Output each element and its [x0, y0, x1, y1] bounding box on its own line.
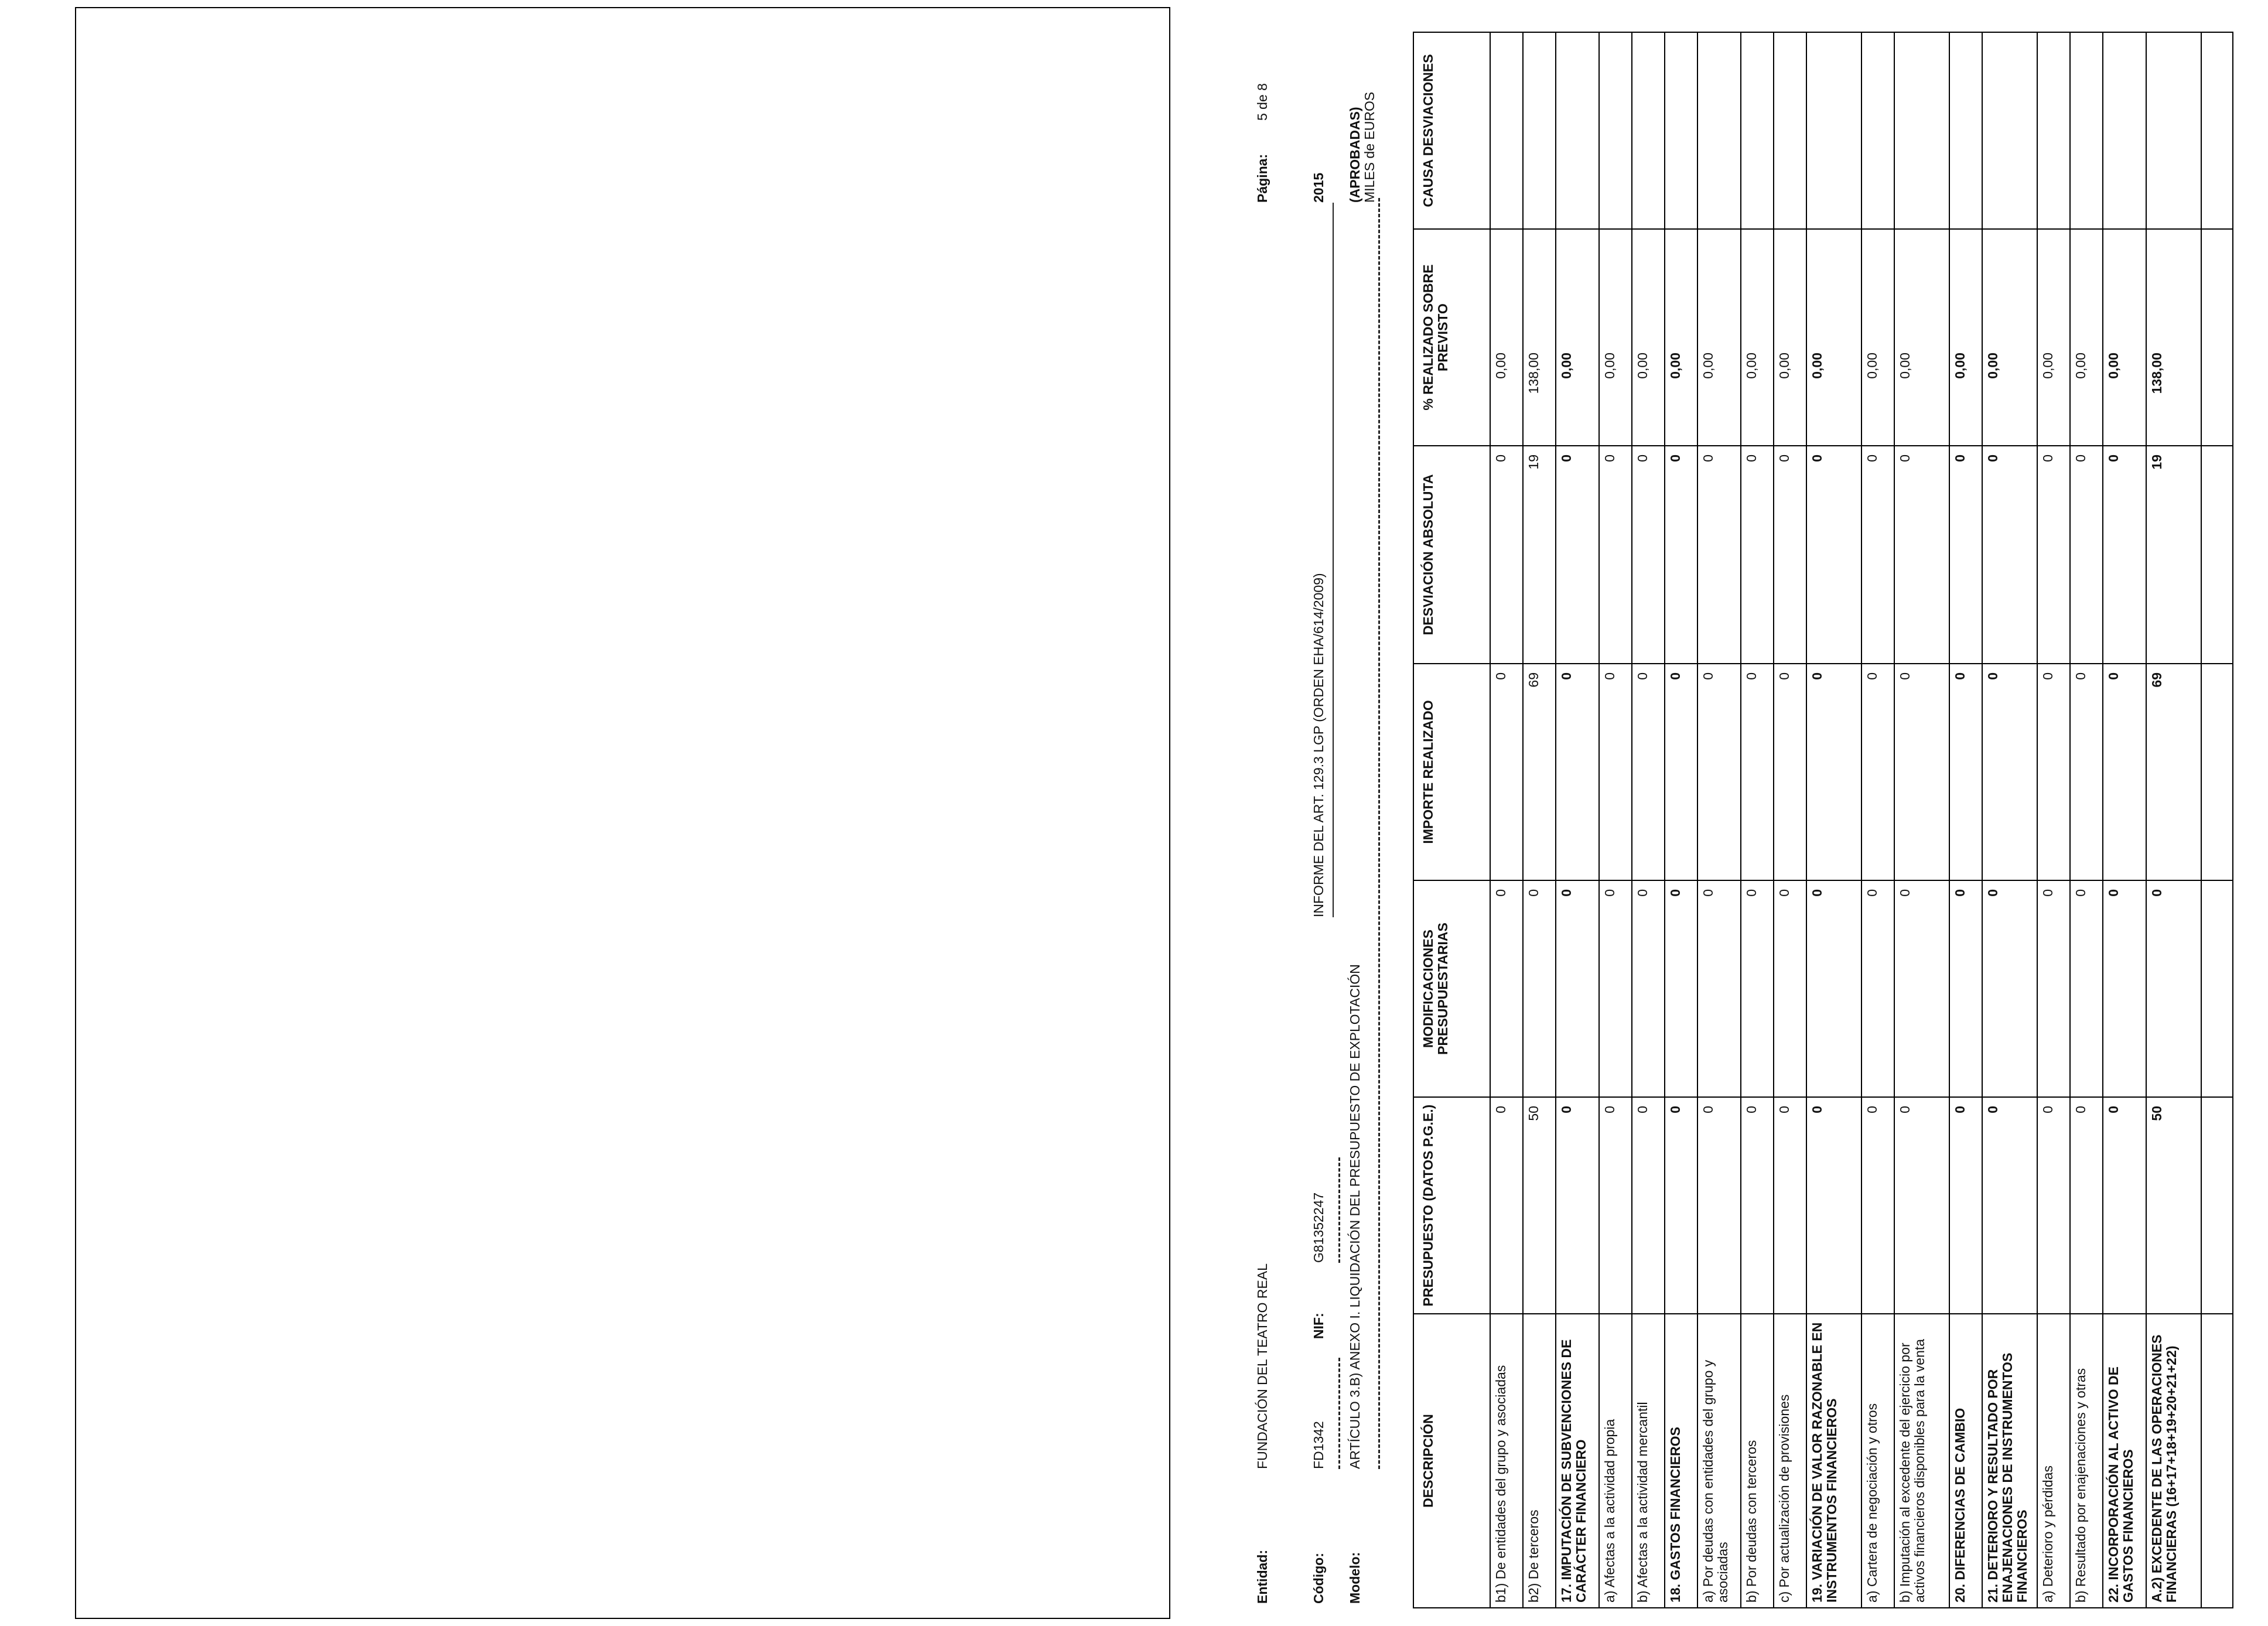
table-row [1861, 32, 1894, 1608]
cell-pct: 0,00 [2070, 229, 2103, 446]
table-row [1632, 32, 1665, 1608]
cell-presupuesto: 50 [1523, 1097, 1556, 1314]
column-header: DESVIACIÓN ABSOLUTA [1413, 446, 1490, 664]
cell-causa [2146, 32, 2201, 229]
cell-causa [1556, 32, 1599, 229]
cell-desviacion: 0 [1632, 446, 1665, 664]
nif-value: G81352247 [1311, 1192, 1326, 1263]
cell-desc: a) Afectas a la actividad propia [1599, 1314, 1632, 1608]
cell-desc: 17. IMPUTACIÓN DE SUBVENCIONES DE CARÁCTER FINANCIERO [1556, 1314, 1599, 1608]
cell-causa [1490, 32, 1523, 229]
entidad-value: FUNDACIÓN DEL TEATRO REAL [1255, 1263, 1270, 1469]
table-row [1556, 32, 1599, 1608]
table-row [1982, 32, 2037, 1608]
cell-modificaciones: 0 [1632, 880, 1665, 1097]
year-value: 2015 [1311, 172, 1326, 203]
cell-pct: 0,00 [1741, 229, 1774, 446]
modelo-underline [1378, 198, 1380, 1469]
cell-pct: 138,00 [1523, 229, 1556, 446]
column-header: MODIFICACIONES PRESUPUESTARIAS [1413, 880, 1490, 1097]
cell-importe: 0 [1806, 664, 1861, 880]
cell-pct: 0,00 [1982, 229, 2037, 446]
cell-importe: 0 [1741, 664, 1774, 880]
cell-causa [2201, 32, 2233, 229]
cell-pct: 0,00 [2103, 229, 2146, 446]
cell-modificaciones: 0 [1861, 880, 1894, 1097]
cell-desviacion: 0 [1556, 446, 1599, 664]
rotated-page [1171, 6, 2268, 1620]
cell-modificaciones: 0 [1599, 880, 1632, 1097]
cell-modificaciones: 0 [2146, 880, 2201, 1097]
cell-causa [2103, 32, 2146, 229]
table-row [1741, 32, 1774, 1608]
cell-importe: 0 [1632, 664, 1665, 880]
cell-desviacion: 0 [1599, 446, 1632, 664]
cell-importe: 0 [1556, 664, 1599, 880]
page-frame [75, 7, 1170, 1619]
cell-importe: 0 [1697, 664, 1741, 880]
cell-desc: b) Afectas a la actividad mercantil [1632, 1314, 1665, 1608]
cell-causa [1806, 32, 1861, 229]
cell-importe: 0 [1861, 664, 1894, 880]
cell-modificaciones: 0 [1982, 880, 2037, 1097]
table-row [1665, 32, 1697, 1608]
cell-desviacion: 0 [1774, 446, 1806, 664]
cell-desviacion: 19 [2146, 446, 2201, 664]
cell-desc: c) Por actualización de provisiones [1774, 1314, 1806, 1608]
table-row [1894, 32, 1949, 1608]
codigo-value: FD1342 [1311, 1421, 1326, 1469]
cell-causa [2070, 32, 2103, 229]
table-row [1523, 32, 1556, 1608]
cell-modificaciones: 0 [1556, 880, 1599, 1097]
cell-presupuesto: 0 [1632, 1097, 1665, 1314]
cell-desviacion: 0 [1741, 446, 1774, 664]
status-text: (APROBADAS) [1347, 107, 1362, 203]
cell-desc: 21. DETERIORO Y RESULTADO POR ENAJENACIONES DE INSTRUMENTOS FINANCIEROS [1982, 1314, 2037, 1608]
cell-presupuesto: 0 [1774, 1097, 1806, 1314]
cell-causa [2037, 32, 2070, 229]
cell-pct: 0,00 [1665, 229, 1697, 446]
modelo-label: Modelo: [1347, 1552, 1362, 1604]
cell-desc: 18. GASTOS FINANCIEROS [1665, 1314, 1697, 1608]
table-row [1599, 32, 1632, 1608]
cell-desc: a) Cartera de negociación y otros [1861, 1314, 1894, 1608]
cell-desc [2201, 1314, 2233, 1608]
cell-importe: 0 [1894, 664, 1949, 880]
cell-causa [1894, 32, 1949, 229]
cell-causa [1861, 32, 1894, 229]
cell-modificaciones [2201, 880, 2233, 1097]
cell-pct [2201, 229, 2233, 446]
cell-desc: b) Resultado por enajenaciones y otras [2070, 1314, 2103, 1608]
cell-desviacion: 0 [1982, 446, 2037, 664]
cell-pct: 0,00 [2037, 229, 2070, 446]
cell-causa [1665, 32, 1697, 229]
cell-importe: 69 [2146, 664, 2201, 880]
cell-importe: 0 [2103, 664, 2146, 880]
cell-importe: 0 [1949, 664, 1982, 880]
cell-presupuesto: 0 [1599, 1097, 1632, 1314]
cell-causa [1982, 32, 2037, 229]
cell-importe: 0 [1490, 664, 1523, 880]
table-row [2070, 32, 2103, 1608]
cell-pct: 0,00 [1556, 229, 1599, 446]
pagina-value: 5 de 8 [1255, 83, 1270, 121]
informe-underline [1333, 203, 1334, 917]
entidad-label: Entidad: [1255, 1550, 1270, 1604]
cell-pct: 0,00 [1806, 229, 1861, 446]
table-row [2103, 32, 2146, 1608]
cell-causa [1632, 32, 1665, 229]
cell-desc: 20. DIFERENCIAS DE CAMBIO [1949, 1314, 1982, 1608]
cell-presupuesto: 0 [1949, 1097, 1982, 1314]
cell-pct: 0,00 [1632, 229, 1665, 446]
report-header [1171, 6, 1413, 1620]
cell-importe: 0 [2070, 664, 2103, 880]
cell-desviacion: 0 [2103, 446, 2146, 664]
cell-desc: 22. INCORPORACIÓN AL ACTIVO DE GASTOS FINANCIEROS [2103, 1314, 2146, 1608]
cell-pct: 0,00 [1949, 229, 1982, 446]
cell-importe: 69 [1523, 664, 1556, 880]
cell-desc: b) Imputación al excedente del ejercicio por activos financieros disponibles para la venta [1894, 1314, 1949, 1608]
cell-desviacion: 0 [2037, 446, 2070, 664]
column-header: PRESUPUESTO (DATOS P.G.E.) [1413, 1097, 1490, 1314]
units-text: MILES de EUROS [1362, 91, 1377, 203]
cell-causa [1774, 32, 1806, 229]
cell-modificaciones: 0 [1894, 880, 1949, 1097]
cell-presupuesto: 0 [2037, 1097, 2070, 1314]
table-row [1806, 32, 1861, 1608]
cell-desviacion: 0 [1490, 446, 1523, 664]
cell-importe: 0 [2037, 664, 2070, 880]
table-spacer-row [2201, 32, 2233, 1608]
cell-importe: 0 [1982, 664, 2037, 880]
cell-desviacion: 0 [1894, 446, 1949, 664]
cell-modificaciones: 0 [2070, 880, 2103, 1097]
nif-label: NIF: [1311, 1313, 1326, 1339]
cell-desviacion: 0 [1949, 446, 1982, 664]
pagina-label: Página: [1255, 153, 1270, 203]
cell-pct: 0,00 [1599, 229, 1632, 446]
table-body [1490, 32, 2233, 1608]
cell-modificaciones: 0 [1665, 880, 1697, 1097]
column-header: IMPORTE REALIZADO [1413, 664, 1490, 880]
cell-causa [1697, 32, 1741, 229]
cell-causa [1741, 32, 1774, 229]
column-header: % REALIZADO SOBRE PREVISTO [1413, 229, 1490, 446]
cell-desviacion: 19 [1523, 446, 1556, 664]
cell-pct: 0,00 [1894, 229, 1949, 446]
cell-presupuesto: 0 [1982, 1097, 2037, 1314]
table-row [2037, 32, 2070, 1608]
cell-pct: 0,00 [1774, 229, 1806, 446]
cell-modificaciones: 0 [2037, 880, 2070, 1097]
cell-presupuesto: 0 [1697, 1097, 1741, 1314]
budget-table [1413, 32, 2233, 1608]
cell-desc: b2) De terceros [1523, 1314, 1556, 1608]
cell-desviacion: 0 [2070, 446, 2103, 664]
cell-presupuesto: 0 [1741, 1097, 1774, 1314]
cell-desc: a) Deterioro y pérdidas [2037, 1314, 2070, 1608]
column-header: DESCRIPCIÓN [1413, 1314, 1490, 1608]
cell-modificaciones: 0 [1806, 880, 1861, 1097]
cell-causa [1599, 32, 1632, 229]
cell-desc: A.2) EXCEDENTE DE LAS OPERACIONES FINANCIERAS (16+17+18+19+20+21+22) [2146, 1314, 2201, 1608]
cell-presupuesto: 0 [2103, 1097, 2146, 1314]
cell-modificaciones: 0 [1774, 880, 1806, 1097]
cell-desc: a) Por deudas con entidades del grupo y asociadas [1697, 1314, 1741, 1608]
cell-causa [1523, 32, 1556, 229]
cell-desviacion: 0 [1697, 446, 1741, 664]
table-row [1490, 32, 1523, 1608]
cell-pct: 0,00 [1861, 229, 1894, 446]
cell-desviacion: 0 [1861, 446, 1894, 664]
cell-modificaciones: 0 [1741, 880, 1774, 1097]
cell-presupuesto: 0 [1806, 1097, 1861, 1314]
cell-presupuesto: 0 [2070, 1097, 2103, 1314]
cell-causa [1949, 32, 1982, 229]
cell-pct: 0,00 [1490, 229, 1523, 446]
cell-presupuesto: 0 [1665, 1097, 1697, 1314]
column-header: CAUSA DESVIACIONES [1413, 32, 1490, 229]
table-row [1949, 32, 1982, 1608]
cell-desc: b1) De entidades del grupo y asociadas [1490, 1314, 1523, 1608]
modelo-value: ARTÍCULO 3.B) ANEXO I. LIQUIDACIÓN DEL PRESUPUESTO DE EXPLOTACIÓN [1347, 964, 1362, 1469]
cell-modificaciones: 0 [1490, 880, 1523, 1097]
table-header-row [1413, 32, 1490, 1608]
cell-modificaciones: 0 [1523, 880, 1556, 1097]
cell-importe: 0 [1774, 664, 1806, 880]
cell-desviacion [2201, 446, 2233, 664]
cell-desc: b) Por deudas con terceros [1741, 1314, 1774, 1608]
cell-modificaciones: 0 [2103, 880, 2146, 1097]
cell-importe [2201, 664, 2233, 880]
cell-presupuesto: 0 [1861, 1097, 1894, 1314]
cell-pct: 138,00 [2146, 229, 2201, 446]
cell-desc: 19. VARIACIÓN DE VALOR RAZONABLE EN INSTRUMENTOS FINANCIEROS [1806, 1314, 1861, 1608]
nif-underline [1338, 1157, 1340, 1263]
cell-importe: 0 [1599, 664, 1632, 880]
cell-modificaciones: 0 [1697, 880, 1741, 1097]
codigo-underline [1338, 1358, 1340, 1469]
cell-desviacion: 0 [1806, 446, 1861, 664]
cell-desviacion: 0 [1665, 446, 1697, 664]
cell-presupuesto: 0 [1556, 1097, 1599, 1314]
informe-text: INFORME DEL ART. 129.3 LGP (ORDEN EHA/614/2009) [1311, 573, 1326, 917]
table-row [1774, 32, 1806, 1608]
cell-importe: 0 [1665, 664, 1697, 880]
cell-presupuesto: 0 [1490, 1097, 1523, 1314]
cell-modificaciones: 0 [1949, 880, 1982, 1097]
table-row [2146, 32, 2201, 1608]
codigo-label: Código: [1311, 1553, 1326, 1604]
cell-presupuesto: 0 [1894, 1097, 1949, 1314]
cell-pct: 0,00 [1697, 229, 1741, 446]
cell-presupuesto [2201, 1097, 2233, 1314]
cell-presupuesto: 50 [2146, 1097, 2201, 1314]
table-row [1697, 32, 1741, 1608]
